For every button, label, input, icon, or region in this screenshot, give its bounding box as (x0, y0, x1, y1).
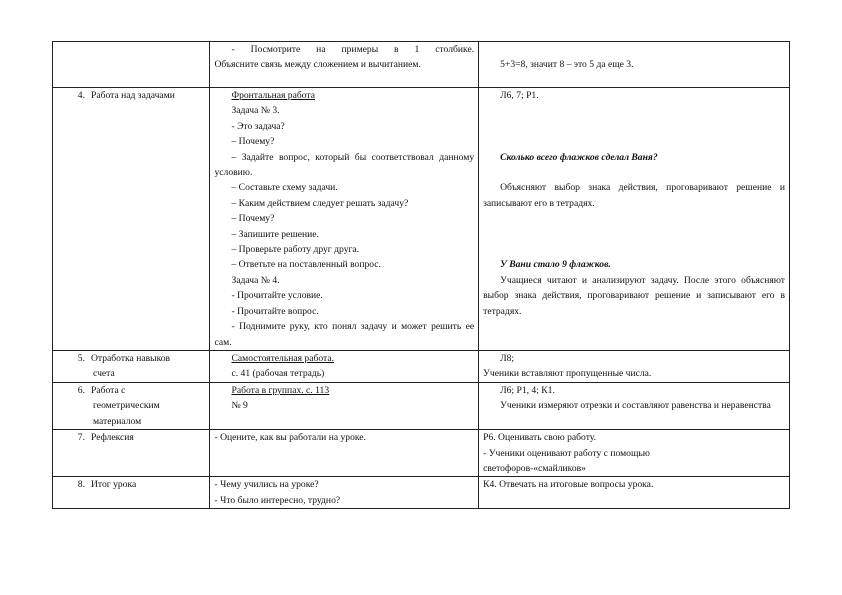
activity-line: - Прочитайте условие. (231, 290, 323, 302)
stage-cell (53, 42, 210, 88)
stage-cell (53, 430, 210, 477)
teacher-activity-cell (210, 477, 479, 509)
activity-heading: Самостоятельная работа. (231, 352, 334, 364)
activity-line: - Ученики оценивают работу с помощью (483, 447, 650, 459)
activity-line: Объясните связь между сложением и вычитанием. (214, 59, 421, 71)
activity-line: Ученики измеряют отрезки и составляют равенства и неравенства (500, 400, 771, 412)
stage-title: геометрическим (93, 400, 160, 412)
activity-line: - Поднимите руку, кто понял задачу и может решить ее сам. (214, 321, 475, 348)
stage-number: 5. (77, 352, 85, 364)
activity-line: Л6, 7; Р1. (500, 90, 539, 101)
activity-line: У Вани стало 9 флажков. (500, 259, 611, 271)
activity-line: – Каким действием следует решать задачу? (231, 197, 409, 209)
activity-line: Задача № 4. (231, 274, 280, 286)
teacher-activity-cell (210, 350, 479, 382)
activity-line: 5+3=8, значит 8 – это 5 да еще 3. (500, 59, 634, 71)
activity-line: - Оцените, как вы работали на уроке. (214, 432, 366, 444)
activity-heading: Работа в группах. с. 113 (231, 384, 330, 396)
activity-line: Учащиеся читают и анализируют задачу. После этого объясняют выбор знака действия, проговаривают решение и записывают его в тетрадях. (483, 274, 785, 317)
stage-cell (53, 382, 210, 429)
student-activity-cell (479, 382, 790, 429)
teacher-activity-cell (210, 382, 479, 429)
activity-line: – Запишите решение. (231, 228, 319, 240)
student-activity-cell (479, 477, 790, 509)
student-activity-cell (479, 350, 790, 382)
stage-title: Работа с (91, 384, 126, 396)
activity-line: – Почему? (231, 136, 275, 148)
stage-cell (53, 477, 210, 509)
activity-line: Ученики вставляют пропущенные числа. (483, 368, 652, 380)
activity-line: - Чему учились на уроке? (214, 479, 319, 491)
table-row (53, 382, 790, 429)
activity-line: – Задайте вопрос, который бы соответствовал данному условию. (214, 151, 475, 179)
activity-line: Задача № 3. (231, 105, 280, 117)
stage-number: 4. (77, 90, 85, 101)
table-row (53, 477, 790, 509)
activity-line: - Прочитайте вопрос. (231, 305, 319, 317)
stage-cell (53, 88, 210, 351)
activity-line: К4. Отвечать на итоговые вопросы урока. (483, 479, 654, 491)
lesson-plan-table (52, 41, 790, 509)
activity-line: Объясняют выбор знака действия, проговаривают решение и записывают его в тетрадях. (483, 182, 785, 209)
stage-title: Рефлексия (91, 432, 134, 444)
activity-line: - Это задача? (231, 120, 285, 132)
activity-heading: Фронтальная работа (231, 90, 315, 101)
activity-line: Л8; (500, 352, 515, 364)
activity-line: – Проверьте работу друг друга. (231, 244, 360, 256)
teacher-activity-cell (210, 430, 479, 477)
stage-number: 8. (77, 479, 85, 491)
activity-line: - Что было интересно, трудно? (214, 494, 341, 506)
student-activity-cell (479, 42, 790, 88)
teacher-activity-cell (210, 42, 479, 88)
activity-line: светофоров-«смайликов» (483, 462, 586, 474)
table-row (53, 88, 790, 351)
activity-line: № 9 (231, 400, 248, 412)
student-activity-cell (479, 88, 790, 351)
stage-number: 6. (77, 384, 85, 396)
activity-line: – Почему? (231, 213, 275, 225)
stage-title: Отработка навыков (91, 352, 171, 364)
student-activity-cell (479, 430, 790, 477)
stage-number: 7. (77, 432, 85, 444)
table-row (53, 350, 790, 382)
stage-title: Работа над задачами (91, 90, 175, 101)
table-row (53, 42, 790, 88)
stage-cell (53, 350, 210, 382)
activity-line: - Посмотрите на примеры в 1 столбике. (231, 44, 475, 55)
activity-line: – Ответьте на поставленный вопрос. (231, 259, 381, 271)
stage-title: материалом (93, 415, 142, 427)
activity-line: Л6; Р1, 4; К1. (500, 384, 555, 396)
activity-line: Р6. Оценивать свою работу. (483, 432, 597, 444)
activity-line: с. 41 (рабочая тетрадь) (231, 368, 325, 380)
stage-title: Итог урока (91, 479, 137, 491)
activity-line: – Составьте схему задачи. (231, 182, 338, 194)
table-row (53, 430, 790, 477)
stage-title: счета (93, 368, 115, 380)
activity-line: Сколько всего флажков сделал Ваня? (500, 151, 658, 163)
teacher-activity-cell (210, 88, 479, 351)
